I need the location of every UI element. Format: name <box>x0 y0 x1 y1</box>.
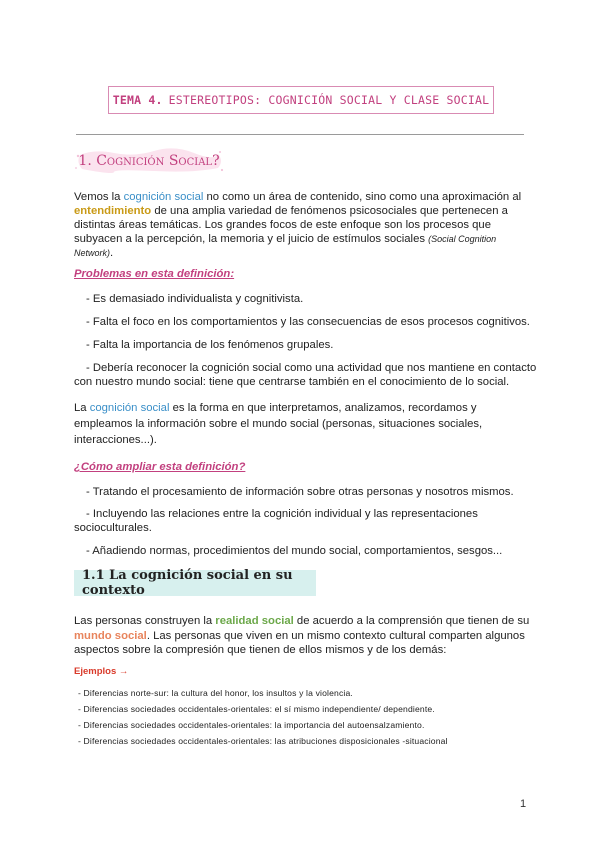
context-line-2: mundo social. Las personas que viven en un mismo contexto cultural comparten algunos <box>74 630 525 642</box>
definition-line-2: empleamos la información sobre el mundo social (personas, situaciones sociales, <box>74 418 483 430</box>
expand-heading: ¿Cómo ampliar esta definición? <box>74 461 246 473</box>
page-number: 1 <box>520 798 527 810</box>
intro-line-3: distintas áreas temáticas. Los grandes focos de este enfoque son los procesos que <box>74 219 491 231</box>
intro-line-5: Network). <box>74 247 114 259</box>
example-item: - Diferencias sociedades occidentales-orientales: la importancia del autoensalzamiento. <box>78 720 425 730</box>
definition-line-1: La cognición social es la forma en que interpretamos, analizamos, recordamos y <box>74 402 477 414</box>
keyword-entendimiento: entendimiento <box>74 205 152 217</box>
title-tema: TEMA 4. <box>112 93 163 107</box>
problem-item: - Debería reconocer la cognición social como una actividad que nos mantiene en contacto <box>86 362 537 374</box>
keyword-mundo-social: mundo social <box>74 630 147 642</box>
context-line-1: Las personas construyen la realidad social de acuerdo a la comprensión que tienen de su <box>74 615 530 627</box>
keyword-realidad-social: realidad social <box>215 615 294 627</box>
keyword-cognicion-social: cognición social <box>89 402 170 414</box>
section-1-label: 1. Cognición Social? <box>78 153 220 169</box>
document-title <box>108 86 494 114</box>
examples-label: Ejemplos → <box>74 666 129 677</box>
example-item: - Diferencias norte-sur: la cultura del honor, los insultos y la violencia. <box>78 688 353 698</box>
expand-item-continuation: socioculturales. <box>74 522 152 534</box>
problem-item: - Es demasiado individualista y cognitivista. <box>86 293 304 305</box>
expand-item: - Tratando el procesamiento de información sobre otras personas y nosotros mismos. <box>86 486 514 498</box>
divider <box>76 134 524 135</box>
problems-heading: Problemas en esta definición: <box>74 268 235 280</box>
definition-line-3: interacciones...). <box>74 434 157 446</box>
intro-line-4: subyacen a la percepción, la memoria y el juicio de estímulos sociales (Social Cognition <box>74 233 497 245</box>
intro-line-2: entendimiento de una amplia variedad de fenómenos psicosociales que pertenecen a <box>74 205 508 217</box>
problem-item: - Falta el foco en los comportamientos y las consecuencias de esos procesos cognitivos. <box>86 316 530 328</box>
keyword-cognicion-social: cognición social <box>123 191 204 203</box>
expand-item: - Incluyendo las relaciones entre la cognición individual y las representaciones <box>86 508 478 520</box>
title-text: ESTEREOTIPOS: COGNICIÓN SOCIAL Y CLASE SOCIAL <box>168 93 490 107</box>
intro-line-1: Vemos la cognición social no como un área de contenido, sino como una aproximación al <box>74 191 522 203</box>
expand-item: - Añadiendo normas, procedimientos del mundo social, comportamientos, sesgos... <box>86 545 503 557</box>
problem-item: - Falta la importancia de los fenómenos grupales. <box>86 339 334 351</box>
example-item: - Diferencias sociedades occidentales-orientales: las atribuciones disposicionales -situacional <box>78 736 448 746</box>
section-1-heading <box>74 146 224 176</box>
section-1-1-heading: 1.1 La cognición social en su contexto <box>74 570 316 596</box>
problem-item-continuation: con nuestro mundo social: tiene que centrarse también en el conocimiento de lo social. <box>74 376 510 388</box>
example-item: - Diferencias sociedades occidentales-orientales: el sí mismo independiente/ dependiente. <box>78 704 435 714</box>
context-line-3: aspectos sobre la compresión que tienen de ellos mismos y de los demás: <box>74 644 447 656</box>
